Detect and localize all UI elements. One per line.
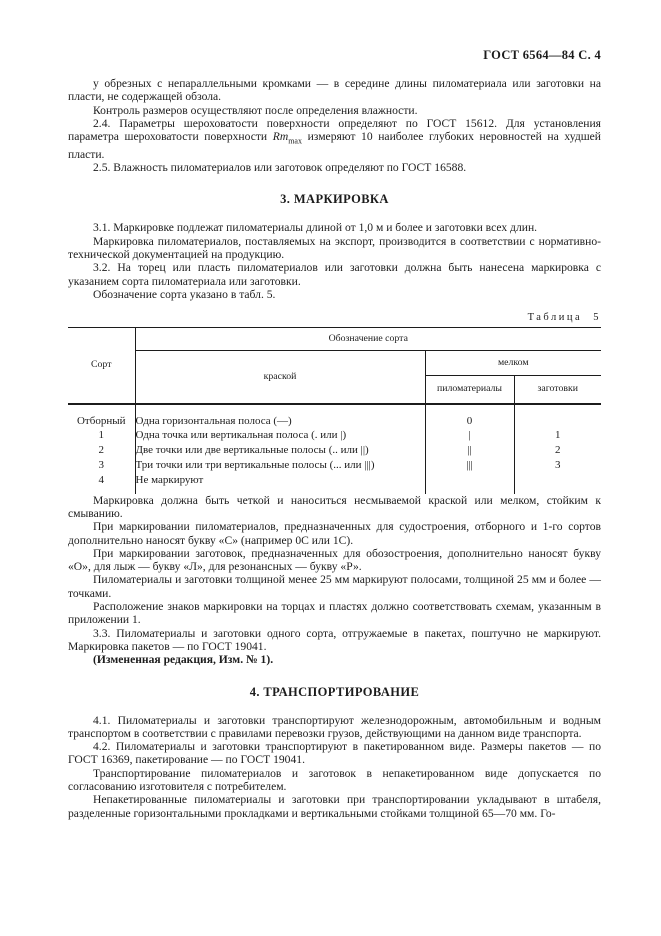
paragraph-3-1: 3.1. Маркировке подлежат пиломатериалы длиной от 1,0 м и более и заготовки всех длин. [93, 221, 538, 235]
paragraph-3-2: 3.2. На торец или пласть пиломатериалов или заготовки должна быть нанесена маркировка с указанием сорта пиломатериала или заготовки. [68, 261, 601, 288]
paint-mark-cell: Не маркируют [135, 473, 425, 494]
section-4-heading: 4. ТРАНСПОРТИРОВАНИЕ [249, 684, 420, 699]
paint-mark-cell: Две точки или две вертикальные полосы (.. или ||) [135, 443, 425, 458]
grade-cell: 3 [68, 458, 135, 473]
column-header-paint: краской [135, 351, 425, 404]
table-row [68, 404, 601, 428]
chalk-blanks-cell: 1 [555, 429, 561, 442]
paragraph-marking-durability: Маркировка должна быть четкой и наноситься несмываемой краской или мелком, стойким к смыванию. [68, 493, 601, 520]
paint-mark-cell: Одна горизонтальная полоса (—) [135, 404, 425, 428]
paragraph-3-3: 3.3. Пиломатериалы и заготовки одного сорта, отгружаемые в пакетах, поштучно не маркируют. Маркировка пакетов — по ГОСТ 19041. [68, 626, 601, 653]
table-row [68, 458, 601, 473]
paragraph-mark-location: Расположение знаков маркировки на торцах и пластях должно соответствовать схемам, указанным в приложении 1. [68, 600, 601, 627]
column-header-blanks: заготовки [514, 376, 601, 404]
roughness-parameter-subscript: max [288, 136, 302, 146]
grade-cell: 2 [68, 443, 135, 458]
table-row [68, 428, 601, 443]
grade-cell: 4 [68, 473, 135, 494]
paragraph-edged-lumber: у обрезных с непараллельными кромками — в середине длины пиломатериала или заготовки на пласти, не содержащей обзола. [68, 77, 601, 104]
paragraph-2-4 [68, 117, 601, 161]
paragraph-4-2: 4.2. Пиломатериалы и заготовки транспортируют в пакетированном виде. Размеры пакетов — по ГОСТ 16369, пакетирование — по ГОСТ 19041. [68, 740, 601, 767]
chalk-lumber-cell [425, 473, 514, 494]
paragraph-3-1-export: Маркировка пиломатериалов, поставляемых на экспорт, производится в соответствии с нормативно-технической документацией на продукцию. [68, 234, 601, 261]
chalk-lumber-cell: 0 [425, 404, 514, 428]
paragraph-4-1: 4.1. Пиломатериалы и заготовки транспортируют железнодорожным, автомобильным и водным транспортом в соответствии с правилами перевозки грузов, действующими на данном виде транспорта. [68, 713, 601, 740]
paint-mark-cell: Одна точка или вертикальная полоса (. или |) [135, 428, 425, 443]
paragraph-cart-ski-resonance-mark: При маркировании заготовок, предназначенных для обозостроения, дополнительно наносят букву «О», для лыж — букву «Л», для резонансных — букву «Р». [68, 546, 601, 574]
paragraph-shipbuilding-mark: При маркировании пиломатериалов, предназначенных для судостроения, отборного и 1-го сортов дополнительно наносят букву «С» (например 0С или 1С). [68, 520, 601, 547]
column-header-lumber: пиломатериалы [425, 376, 514, 404]
grade-cell: 1 [68, 428, 135, 443]
column-header-designation: Обозначение сорта [135, 328, 601, 351]
chalk-blanks-cell [514, 473, 601, 494]
paragraph-unpackaged-transport: Транспортирование пиломатериалов и заготовок в непакетированном виде допускается по согласованию изготовителя с потребителем. [68, 766, 601, 794]
paragraph-stacking: Непакетированные пиломатериалы и заготовки при транспортировании укладывают в штабеля, разделенные горизонтальными прокладками и вертикальными стойками толщиной 65—70 мм. Го- [68, 793, 601, 820]
column-header-chalk: мелком [425, 351, 601, 376]
page-content [68, 48, 601, 820]
grade-cell: Отборный [68, 404, 135, 428]
chalk-blanks-cell: 3 [555, 459, 561, 472]
paragraph-size-control: Контроль размеров осуществляют после определения влажности. [93, 103, 418, 117]
clause-2-4-text: 2.4. Параметры шероховатости поверхности определяют по ГОСТ 15612. Для установления параметра шероховатости поверхности [68, 116, 601, 144]
chalk-blanks-cell: 2 [555, 444, 561, 457]
column-header-grade: Сорт [68, 328, 135, 404]
paragraph-grade-designation: Обозначение сорта указано в табл. 5. [93, 287, 276, 301]
roughness-parameter-symbol: Rm [272, 130, 289, 144]
paragraph-2-5: 2.5. Влажность пиломатериалов или заготовок определяют по ГОСТ 16588. [93, 161, 467, 175]
clause-2-4-text-cont: измеряют 10 наиболее глубоких неровностей на худшей пласти. [68, 130, 601, 161]
chalk-blanks-cell [514, 404, 601, 428]
chalk-lumber-cell: || [425, 443, 514, 458]
chalk-lumber-cell: | [425, 428, 514, 443]
paint-mark-cell: Три точки или три вертикальные полосы (... или |||) [135, 458, 425, 473]
amendment-note: (Измененная редакция, Изм. № 1). [93, 653, 274, 667]
table-row [68, 473, 601, 494]
grade-marking-table [68, 327, 601, 494]
section-3-heading: 3. МАРКИРОВКА [280, 192, 389, 207]
table-row [68, 443, 601, 458]
doc-number: ГОСТ 6564—84 С. 4 [483, 48, 601, 62]
chalk-lumber-cell: ||| [425, 458, 514, 473]
table-label: Таблица 5 [527, 312, 601, 324]
paragraph-thickness-marking: Пиломатериалы и заготовки толщиной менее 25 мм маркируют полосами, толщиной 25 мм и более — точками. [68, 573, 601, 600]
page-header [68, 48, 601, 63]
